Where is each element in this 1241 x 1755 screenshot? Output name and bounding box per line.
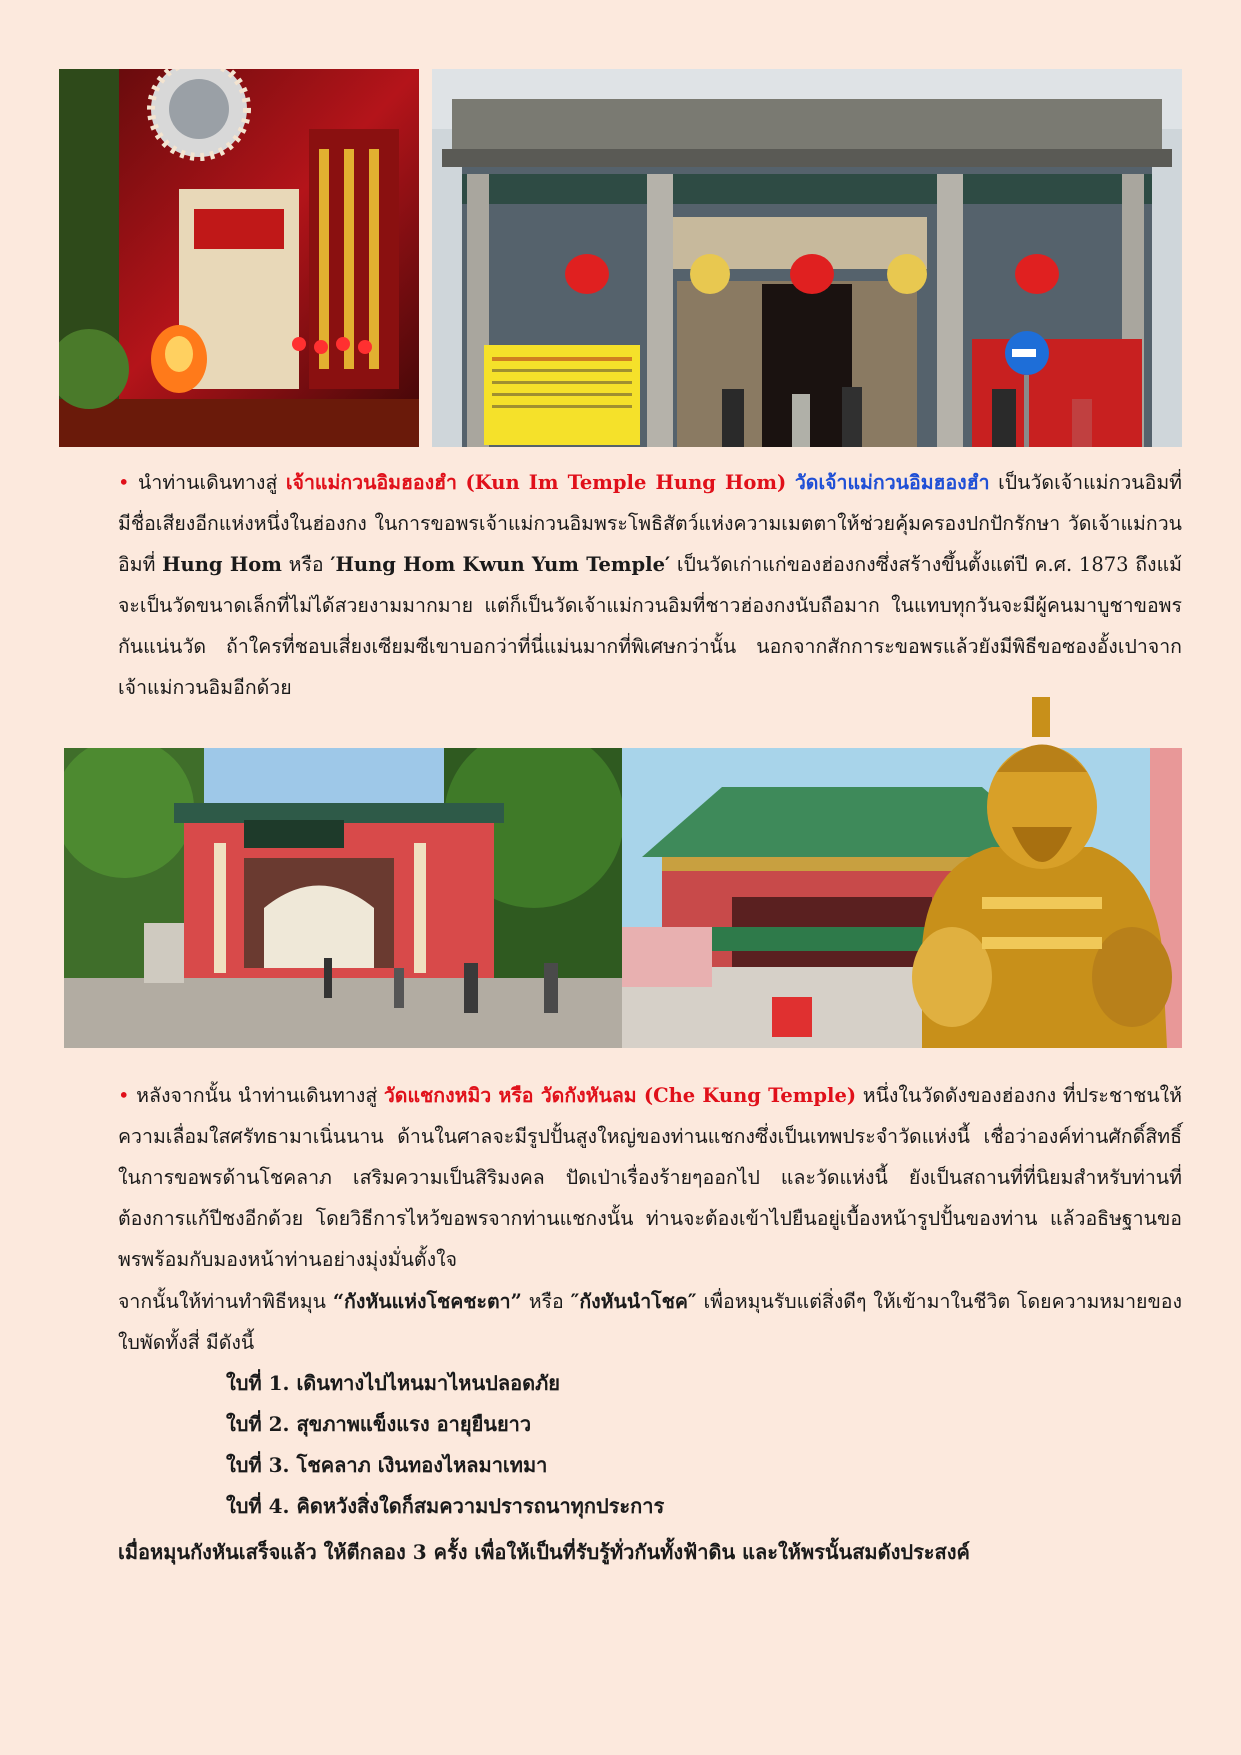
section2-text-1: หนึ่งในวัดดังของฮ่องกง ที่ประชาชนให้ความเลื่อมใสศรัทธามาเนิ่นนาน ด้านในศาลจะมีรูปปั้นสูงใหญ่ของท่านแชกงซึ่งเป็นเทพประจำวัดแห่งนี้ เชื่อว่าองค์ท่านศักดิ์สิทธิ์ในการขอพรด้านโชคลาภ เสริมความเป็นสิริมงคล ปัดเป่าเรื่องร้ายๆออกไป และวัดแห่งนี้ ยังเป็นสถานที่ที่นิยมสำหรับท่านที่ต้องการแก้ปีชงอีกด้วย โดยวิธีการไหว้ขอพรจากท่านแชกงนั้น ท่านจะต้องเข้าไปยืนอยู่เบื้องหน้ารูปปั้นของท่าน แล้วอธิษฐานขอพรพร้อมกับมองหน้าท่านอย่างมุ่งมั่นตั้งใจ [118,1084,1183,1271]
section1-text-3: เป็นวัดเก่าแก่ของฮ่องกงซึ่งสร้างขึ้นตั้งแต่ปี ค.ศ. 1873 ถึงแม้จะเป็นวัดขนาดเล็กที่ไม่ได้สวยงามมากมาย แต่ก็เป็นวัดเจ้าแม่กวนอิมที่ชาวฮ่องกงนับถือมาก ในแทบทุกวันจะมีผู้คนมาบูชาขอพรกันแน่นวัด ถ้าใครที่ชอบเสี่ยงเซียมซีเขาบอกว่าที่นี่แม่นมากที่พิเศษกว่านั้น นอกจากสักการะขอพรแล้วยังมีพิธีขอซองอั้งเปาจากเจ้าแม่กวนอิมอีกด้วย [118,553,1182,699]
section1-lead: นำท่านเดินทางสู่ [138,471,278,494]
bullet-icon: • [118,471,130,494]
blade-item-2: ใบที่ 2. สุขภาพแข็งแรง อายุยืนยาว [226,1412,532,1436]
kun-im-temple-name-english: (Kun Im Temple Hung Hom) [465,471,787,494]
che-kung-temple-hall-photo [622,697,1182,1048]
ritual-text-c: เพื่อหมุนรับแต่สิ่งดีๆ ให้เข้ามาในชีวิต โดยความหมายของใบพัดทั้งสี่ มีดังนี้ [118,1290,1183,1354]
bullet-icon: • [118,1084,130,1107]
ritual-text-a: จากนั้นให้ท่านทำพิธีหมุน [118,1290,326,1313]
blade-item-1: ใบที่ 1. เดินทางไปไหนมาไหนปลอดภัย [226,1371,560,1395]
blade-item-4: ใบที่ 4. คิดหวังสิ่งใดก็สมความปรารถนาทุกประการ [226,1494,665,1518]
hung-hom-kwun-yum-label: ′Hung Hom Kwun Yum Temple′ [330,553,671,576]
kun-im-temple-name-thai: เจ้าแม่กวนอิมฮองฮำ [285,471,457,494]
blade-item-3: ใบที่ 3. โชคลาภ เงินทองไหลมาเทมา [226,1453,548,1477]
closing-instruction: เมื่อหมุนกังหันเสร็จแล้ว ให้ตีกลอง 3 ครั้ง เพื่อให้เป็นที่รับรู้ทั่วกันทั้งฟ้าดิน และให้พรนั้นสมดังประสงค์ [118,1540,970,1564]
che-kung-temple-paragraph [118,1075,1182,1280]
section1-text-2: หรือ [288,553,324,576]
wheel-of-fortune-label: “กังหันแห่งโชคชะตา” [332,1290,522,1313]
hung-hom-label: Hung Hom [162,553,282,576]
section2-lead: หลังจากนั้น นำท่านเดินทางสู่ [136,1084,378,1107]
kun-im-temple-alt-name: วัดเจ้าแม่กวนอิมฮองฮำ [794,471,990,494]
che-kung-temple-name: วัดแชกงหมิว หรือ วัดกังหันลม (Che Kung Temple) [383,1084,857,1107]
altar-interior-photo [59,69,419,447]
kun-im-temple-facade-photo [432,69,1182,447]
che-kung-temple-gate-photo [64,748,622,1048]
kun-im-temple-paragraph [118,462,1182,708]
ritual-text-b: หรือ [528,1290,564,1313]
section1-text-1: เป็นวัดเจ้าแม่กวนอิมที่มีชื่อเสียงอีกแห่งหนึ่งในฮ่องกง ในการขอพรเจ้าแม่กวนอิมพระโพธิสัตว์แห่งความเมตตาให้ช่วยคุ้มครองปกปักรักษา วัดเจ้าแม่กวนอิมที่ [118,471,1183,576]
windmill-ritual-paragraph [118,1281,1182,1363]
lucky-windmill-label: ″กังหันนำโชค″ [570,1290,697,1313]
